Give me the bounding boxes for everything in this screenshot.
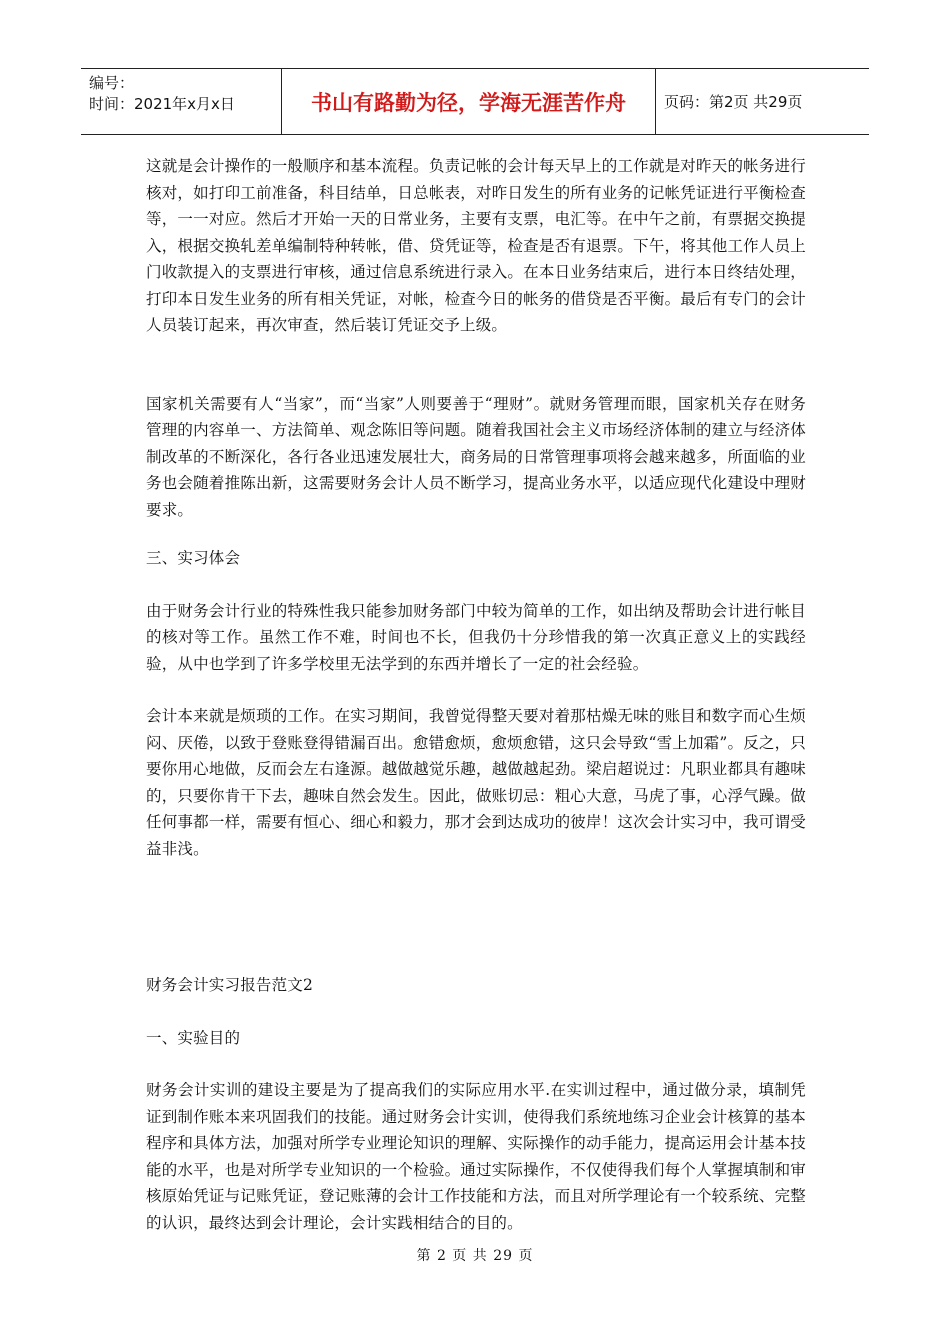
paragraph-training-purpose: 财务会计实训的建设主要是为了提高我们的实际应用水平.在实训过程中，通过做分录，填制凭证到制作账本来巩固我们的技能。通过财务会计实训，使得我们系统地练习企业会计核算的基本程序和具体方法，加强对所学专业理论知识的理解、实际操作的动手能力，提高运用会计基本技能的水平，也是对所学专业知识的一个检验。通过实际操作，不仅使得我们每个人掌握填制和审核原始凭证与记账凭证，登记账薄的会计工作技能和方法，而且对所学理论有一个较系统、完整的认识，最终达到会计理论，会计实践相结合的目的。 [146, 1081, 806, 1232]
document-date-label: 时间：2021年x月x日 [89, 95, 235, 113]
report-title-sample-2: 财务会计实习报告范文2 [146, 976, 314, 994]
section-heading-internship-experience: 三、实习体会 [146, 549, 241, 567]
document-number-label: 编号： [89, 74, 135, 92]
section-heading-experiment-purpose: 一、实验目的 [146, 1028, 241, 1047]
header-meta [81, 69, 281, 134]
page-footer: 第 2 页 共 29 页 [416, 1248, 534, 1264]
paragraph-financial-management: 国家机关需要有人“当家”，而“当家”人则要善于“理财”。就财务管理而眼，国家机关存在财务管理的内容单一、方法简单、观念陈旧等问题。随着我国社会主义市场经济体制的建立与经济体制改革的不断深化，各行各业迅速发展壮大，商务局的日常管理事项将会越来越多，所面临的业务也会随着推陈出新，这需要财务会计人员不断学习，提高业务水平，以适应现代化建设中理财要求。 [146, 394, 806, 519]
page-header [81, 68, 869, 135]
header-page-indicator: 页码：第2页 共29页 [664, 93, 803, 111]
header-motto: 书山有路勤为径，学海无涯苦作舟 [281, 69, 656, 134]
document-body [146, 153, 806, 1236]
paragraph-internship-reflection: 会计本来就是烦琐的工作。在实习期间，我曾觉得整天要对着那枯燥无味的账目和数字而心生烦闷、厌倦，以致于登账登得错漏百出。愈错愈烦，愈烦愈错，这只会导致“雪上加霜”。反之，只要你用心地做，反而会左右逢源。越做越觉乐趣，越做越起劲。梁启超说过：凡职业都具有趣味的，只要你肯干下去，趣味自然会发生。因此，做账切忌：粗心大意，马虎了事，心浮气躁。做任何事都一样，需要有恒心、细心和毅力，那才会到达成功的彼岸！这次会计实习中，我可谓受益非浅。 [146, 707, 806, 858]
paragraph-internship-scope: 由于财务会计行业的特殊性我只能参加财务部门中较为简单的工作，如出纳及帮助会计进行帐目的核对等工作。虽然工作不难，时间也不长，但我仍十分珍惜我的第一次真正意义上的实践经验，从中也学到了许多学校里无法学到的东西并增长了一定的社会经验。 [146, 601, 806, 673]
paragraph-accounting-workflow: 这就是会计操作的一般顺序和基本流程。负责记帐的会计每天早上的工作就是对昨天的帐务进行核对，如打印工前准备，科目结单，日总帐表，对昨日发生的所有业务的记帐凭证进行平衡检查等，一一对应。然后才开始一天的日常业务，主要有支票，电汇等。在中午之前，有票据交换提入，根据交换轧差单编制特种转帐，借、贷凭证等，检查是否有退票。下午，将其他工作人员上门收款提入的支票进行审核，通过信息系统进行录入。在本日业务结束后，进行本日终结处理，打印本日发生业务的所有相关凭证，对帐，检查今日的帐务的借贷是否平衡。最后有专门的会计人员装订起来，再次审查，然后装订凭证交予上级。 [146, 157, 806, 334]
